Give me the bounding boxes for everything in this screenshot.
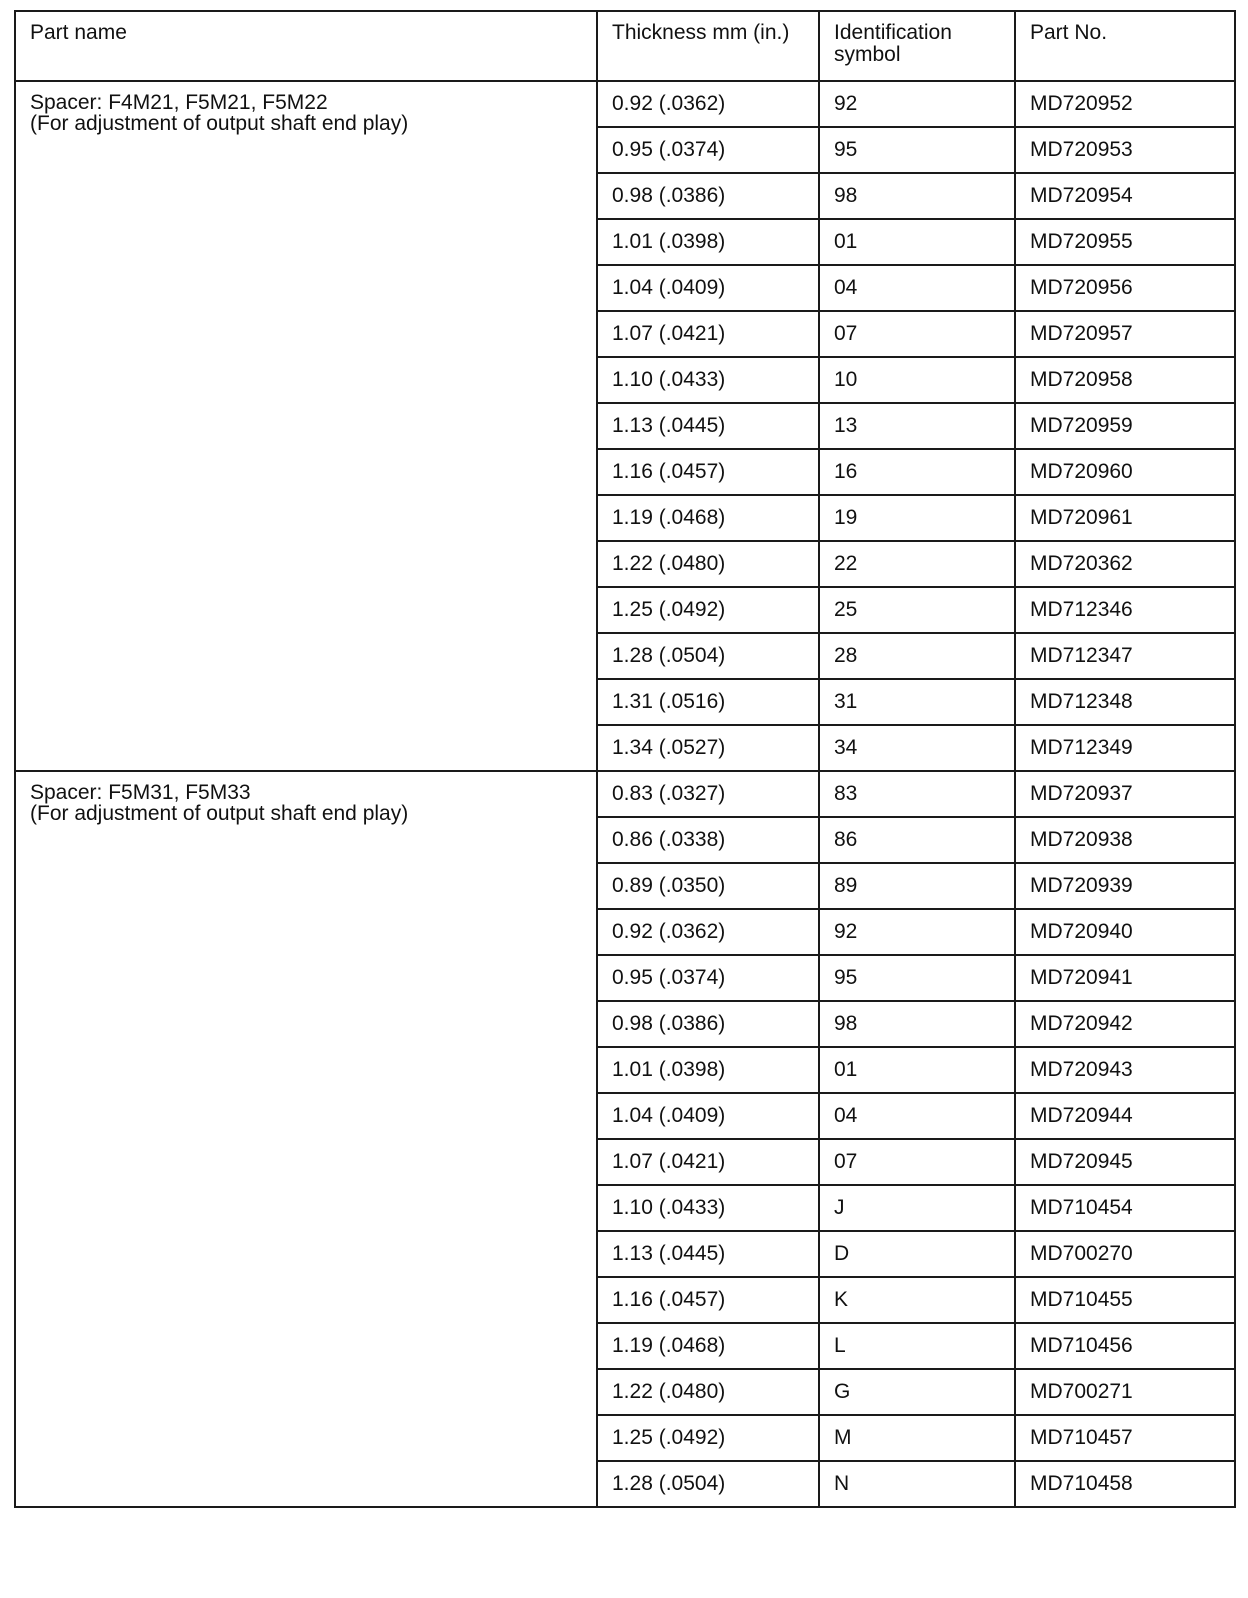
identification-symbol-cell: 89 bbox=[819, 863, 1015, 909]
thickness-cell: 0.89 (.0350) bbox=[597, 863, 819, 909]
part-no-cell: MD720939 bbox=[1015, 863, 1235, 909]
identification-symbol-cell: 04 bbox=[819, 265, 1015, 311]
part-no-cell: MD720362 bbox=[1015, 541, 1235, 587]
identification-symbol-cell: N bbox=[819, 1461, 1015, 1507]
identification-symbol-cell: 13 bbox=[819, 403, 1015, 449]
identification-symbol-cell: 25 bbox=[819, 587, 1015, 633]
thickness-cell: 1.16 (.0457) bbox=[597, 449, 819, 495]
identification-symbol-cell: J bbox=[819, 1185, 1015, 1231]
identification-symbol-cell: 22 bbox=[819, 541, 1015, 587]
identification-symbol-cell: 04 bbox=[819, 1093, 1015, 1139]
part-no-cell: MD720938 bbox=[1015, 817, 1235, 863]
header-row bbox=[15, 11, 1235, 81]
identification-symbol-cell: 92 bbox=[819, 81, 1015, 127]
thickness-cell: 1.34 (.0527) bbox=[597, 725, 819, 771]
identification-symbol-cell: 83 bbox=[819, 771, 1015, 817]
identification-symbol-cell: M bbox=[819, 1415, 1015, 1461]
thickness-cell: 0.83 (.0327) bbox=[597, 771, 819, 817]
identification-symbol-cell: 07 bbox=[819, 1139, 1015, 1185]
identification-symbol-cell: 92 bbox=[819, 909, 1015, 955]
identification-symbol-cell: 01 bbox=[819, 1047, 1015, 1093]
part-no-cell: MD720944 bbox=[1015, 1093, 1235, 1139]
identification-symbol-cell: 86 bbox=[819, 817, 1015, 863]
header-part-no: Part No. bbox=[1015, 11, 1235, 81]
thickness-cell: 1.10 (.0433) bbox=[597, 357, 819, 403]
identification-symbol-cell: 98 bbox=[819, 173, 1015, 219]
identification-symbol-cell: 98 bbox=[819, 1001, 1015, 1047]
header-identification-symbol: Identification symbol bbox=[819, 11, 1015, 81]
part-name-cell bbox=[15, 81, 597, 771]
part-name-title: Spacer: F5M31, F5M33 bbox=[30, 781, 251, 804]
thickness-cell: 0.86 (.0338) bbox=[597, 817, 819, 863]
identification-symbol-cell: 28 bbox=[819, 633, 1015, 679]
part-no-cell: MD710455 bbox=[1015, 1277, 1235, 1323]
part-no-cell: MD710458 bbox=[1015, 1461, 1235, 1507]
table-row bbox=[15, 771, 1235, 817]
thickness-cell: 1.19 (.0468) bbox=[597, 495, 819, 541]
thickness-cell: 1.04 (.0409) bbox=[597, 265, 819, 311]
part-no-cell: MD720943 bbox=[1015, 1047, 1235, 1093]
part-name-title: Spacer: F4M21, F5M21, F5M22 bbox=[30, 91, 328, 114]
part-no-cell: MD700270 bbox=[1015, 1231, 1235, 1277]
part-no-cell: MD712347 bbox=[1015, 633, 1235, 679]
part-no-cell: MD720937 bbox=[1015, 771, 1235, 817]
part-no-cell: MD720945 bbox=[1015, 1139, 1235, 1185]
spacer-spec-table bbox=[14, 10, 1236, 1508]
identification-symbol-cell: L bbox=[819, 1323, 1015, 1369]
part-no-cell: MD720961 bbox=[1015, 495, 1235, 541]
thickness-cell: 0.92 (.0362) bbox=[597, 81, 819, 127]
thickness-cell: 0.95 (.0374) bbox=[597, 127, 819, 173]
thickness-cell: 1.25 (.0492) bbox=[597, 587, 819, 633]
part-name-cell bbox=[15, 771, 597, 1507]
identification-symbol-cell: 07 bbox=[819, 311, 1015, 357]
thickness-cell: 1.16 (.0457) bbox=[597, 1277, 819, 1323]
part-no-cell: MD712349 bbox=[1015, 725, 1235, 771]
part-no-cell: MD712348 bbox=[1015, 679, 1235, 725]
identification-symbol-cell: 95 bbox=[819, 955, 1015, 1001]
thickness-cell: 1.01 (.0398) bbox=[597, 219, 819, 265]
thickness-cell: 0.98 (.0386) bbox=[597, 173, 819, 219]
part-no-cell: MD720954 bbox=[1015, 173, 1235, 219]
part-no-cell: MD720955 bbox=[1015, 219, 1235, 265]
part-no-cell: MD720941 bbox=[1015, 955, 1235, 1001]
table-row bbox=[15, 81, 1235, 127]
identification-symbol-cell: D bbox=[819, 1231, 1015, 1277]
table-body bbox=[15, 81, 1235, 1507]
thickness-cell: 0.95 (.0374) bbox=[597, 955, 819, 1001]
part-no-cell: MD720959 bbox=[1015, 403, 1235, 449]
thickness-cell: 0.98 (.0386) bbox=[597, 1001, 819, 1047]
thickness-cell: 1.13 (.0445) bbox=[597, 1231, 819, 1277]
part-no-cell: MD720960 bbox=[1015, 449, 1235, 495]
thickness-cell: 1.22 (.0480) bbox=[597, 1369, 819, 1415]
identification-symbol-cell: K bbox=[819, 1277, 1015, 1323]
thickness-cell: 1.25 (.0492) bbox=[597, 1415, 819, 1461]
part-no-cell: MD720953 bbox=[1015, 127, 1235, 173]
part-no-cell: MD712346 bbox=[1015, 587, 1235, 633]
identification-symbol-cell: 16 bbox=[819, 449, 1015, 495]
thickness-cell: 1.07 (.0421) bbox=[597, 1139, 819, 1185]
identification-symbol-cell: 34 bbox=[819, 725, 1015, 771]
part-name-note: (For adjustment of output shaft end play) bbox=[30, 802, 409, 825]
thickness-cell: 1.07 (.0421) bbox=[597, 311, 819, 357]
thickness-cell: 1.22 (.0480) bbox=[597, 541, 819, 587]
identification-symbol-cell: 01 bbox=[819, 219, 1015, 265]
part-no-cell: MD720956 bbox=[1015, 265, 1235, 311]
identification-symbol-cell: G bbox=[819, 1369, 1015, 1415]
thickness-cell: 1.13 (.0445) bbox=[597, 403, 819, 449]
identification-symbol-cell: 10 bbox=[819, 357, 1015, 403]
header-thickness: Thickness mm (in.) bbox=[597, 11, 819, 81]
part-no-cell: MD720952 bbox=[1015, 81, 1235, 127]
part-no-cell: MD720957 bbox=[1015, 311, 1235, 357]
part-no-cell: MD710456 bbox=[1015, 1323, 1235, 1369]
identification-symbol-cell: 19 bbox=[819, 495, 1015, 541]
header-part-name: Part name bbox=[15, 11, 597, 81]
part-no-cell: MD720942 bbox=[1015, 1001, 1235, 1047]
thickness-cell: 1.31 (.0516) bbox=[597, 679, 819, 725]
part-no-cell: MD720958 bbox=[1015, 357, 1235, 403]
document-page bbox=[14, 10, 1234, 1586]
thickness-cell: 1.28 (.0504) bbox=[597, 1461, 819, 1507]
part-no-cell: MD700271 bbox=[1015, 1369, 1235, 1415]
thickness-cell: 1.01 (.0398) bbox=[597, 1047, 819, 1093]
identification-symbol-cell: 31 bbox=[819, 679, 1015, 725]
thickness-cell: 1.10 (.0433) bbox=[597, 1185, 819, 1231]
thickness-cell: 1.19 (.0468) bbox=[597, 1323, 819, 1369]
thickness-cell: 1.28 (.0504) bbox=[597, 633, 819, 679]
part-no-cell: MD710454 bbox=[1015, 1185, 1235, 1231]
part-name-note: (For adjustment of output shaft end play) bbox=[30, 112, 409, 135]
thickness-cell: 0.92 (.0362) bbox=[597, 909, 819, 955]
part-no-cell: MD720940 bbox=[1015, 909, 1235, 955]
thickness-cell: 1.04 (.0409) bbox=[597, 1093, 819, 1139]
part-no-cell: MD710457 bbox=[1015, 1415, 1235, 1461]
identification-symbol-cell: 95 bbox=[819, 127, 1015, 173]
